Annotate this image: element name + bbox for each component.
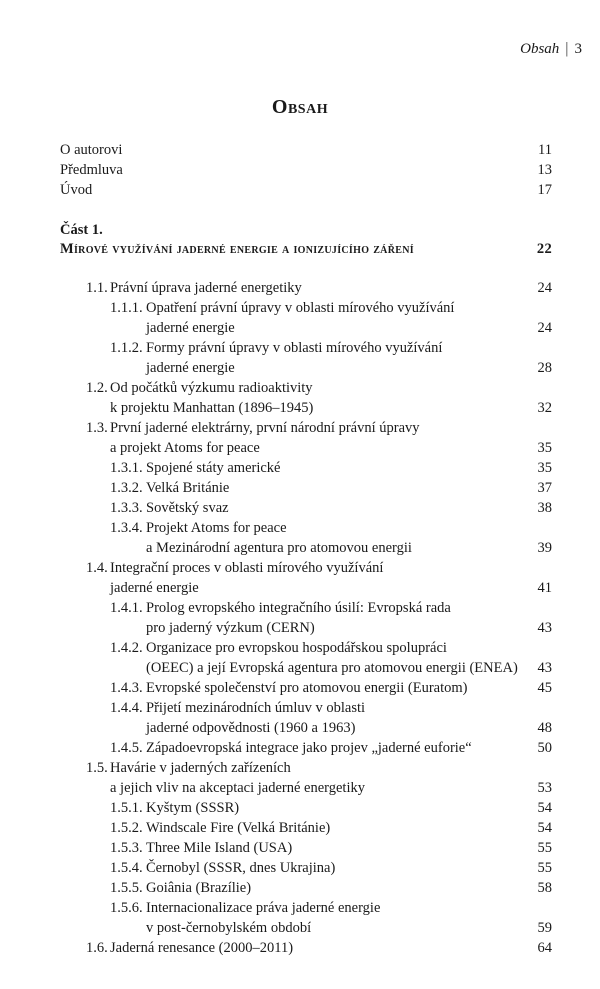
toc-entry-page: 11 xyxy=(538,142,552,158)
toc-entry-title: Západoevropská integrace jako projev „jaderné euforie“ xyxy=(146,740,472,756)
page-number: 3 xyxy=(574,41,582,57)
toc-entry-title: Prolog evropského integračního úsilí: Evropská rada xyxy=(146,600,451,616)
toc-entry-title: Část 1. xyxy=(60,222,103,238)
toc-entry-title: Projekt Atoms for peace xyxy=(146,520,287,536)
toc-entry-title: Černobyl (SSSR, dnes Ukrajina) xyxy=(146,860,336,876)
toc-entry-title: Windscale Fire (Velká Británie) xyxy=(146,820,331,836)
toc-entry-title: Integrační proces v oblasti mírového využívání xyxy=(110,560,384,576)
toc-entry-number: 1.5.6. xyxy=(110,900,143,916)
toc-entry-number: 1.4.3. xyxy=(110,680,143,696)
toc-entry-number: 1.4.4. xyxy=(110,700,143,716)
toc-entry-title: Spojené státy americké xyxy=(146,460,281,476)
toc-entry-title: Formy právní úpravy v oblasti mírového využívání xyxy=(146,340,443,356)
toc-entry-number: 1.5. xyxy=(86,760,108,776)
toc-entry-title: Three Mile Island (USA) xyxy=(146,840,293,856)
toc-entry-title: jaderné odpovědnosti (1960 a 1963) xyxy=(146,720,356,736)
toc-entry-page: 55 xyxy=(537,860,552,876)
toc-entry-page: 59 xyxy=(537,920,552,936)
toc-entry-page: 55 xyxy=(537,840,552,856)
toc-entry-page: 39 xyxy=(537,540,552,556)
toc-entry-title: a projekt Atoms for peace xyxy=(110,440,260,456)
toc-entry-page: 41 xyxy=(537,580,552,596)
toc-entry-title: a Mezinárodní agentura pro atomovou energii xyxy=(146,540,412,556)
toc-entry-page: 38 xyxy=(537,500,552,516)
toc-entry-number: 1.4. xyxy=(86,560,108,576)
toc-entry-number: 1.3.4. xyxy=(110,520,143,536)
toc-entry-title: Havárie v jaderných zařízeních xyxy=(110,760,291,776)
toc-entry-title: Úvod xyxy=(60,182,93,198)
toc-entry-page: 45 xyxy=(537,680,552,696)
running-header xyxy=(520,40,582,58)
toc-entry-number: 1.5.2. xyxy=(110,820,143,836)
toc-entry-title: Internacionalizace práva jaderné energie xyxy=(146,900,381,916)
toc-entry-page: 37 xyxy=(537,480,552,496)
toc-entry-number: 1.6. xyxy=(86,940,108,956)
toc-entry-title: O autorovi xyxy=(60,142,123,158)
toc-entry-title: (OEEC) a její Evropská agentura pro atomovou energii (ENEA) xyxy=(146,660,518,676)
toc-entry-number: 1.3.2. xyxy=(110,480,143,496)
toc-entry-title: Opatření právní úpravy v oblasti mírového využívání xyxy=(146,300,455,316)
toc-entry-number: 1.5.5. xyxy=(110,880,143,896)
running-title: Obsah xyxy=(520,41,560,57)
toc-entry-page: 48 xyxy=(537,720,552,736)
toc-entry-title: v post-černobylském období xyxy=(146,920,312,936)
header-separator: | xyxy=(565,40,569,57)
toc-entry-title: Právní úprava jaderné energetiky xyxy=(110,280,302,296)
toc-entry-page: 43 xyxy=(537,660,552,676)
toc-entry-page: 17 xyxy=(537,182,552,198)
toc-entry-title: Mírové využívání jaderné energie a ionizujícího záření xyxy=(60,241,414,257)
toc-entry-page: 54 xyxy=(537,800,552,816)
toc-entry-page: 32 xyxy=(537,400,552,416)
toc-entry-number: 1.1. xyxy=(86,280,108,296)
toc-entry-title: Předmluva xyxy=(60,162,123,178)
toc-entry-number: 1.4.1. xyxy=(110,600,143,616)
toc-entry-number: 1.5.3. xyxy=(110,840,143,856)
toc-entry-number: 1.3. xyxy=(86,420,108,436)
toc-entry-number: 1.4.2. xyxy=(110,640,143,656)
toc-entry-number: 1.5.1. xyxy=(110,800,143,816)
toc-entry-page: 13 xyxy=(537,162,552,178)
toc-entry-title: jaderné energie xyxy=(146,360,235,376)
page-title: Obsah xyxy=(271,96,329,118)
toc-entry-title: Jaderná renesance (2000–2011) xyxy=(110,940,294,956)
toc-entry-title: Sovětský svaz xyxy=(146,500,229,516)
toc-entry-title: k projektu Manhattan (1896–1945) xyxy=(110,400,314,416)
toc-entry-number: 1.1.1. xyxy=(110,300,143,316)
toc-entry-title: jaderné energie xyxy=(146,320,235,336)
toc-entry-number: 1.4.5. xyxy=(110,740,143,756)
toc-entry-title: jaderné energie xyxy=(110,580,199,596)
toc-entry-page: 24 xyxy=(537,320,552,336)
toc-entry-number: 1.1.2. xyxy=(110,340,143,356)
toc-entry-page: 50 xyxy=(537,740,552,756)
toc-entry-page: 53 xyxy=(537,780,552,796)
toc-entry-page: 24 xyxy=(537,280,552,296)
toc-entry-title: Kyštym (SSSR) xyxy=(146,800,240,816)
toc-entry-page: 64 xyxy=(537,940,552,956)
toc-entry-title: Evropské společenství pro atomovou energii (Euratom) xyxy=(146,680,468,696)
toc-entry-number: 1.3.1. xyxy=(110,460,143,476)
toc-entry-number: 1.5.4. xyxy=(110,860,143,876)
toc-entry-page: 28 xyxy=(537,360,552,376)
toc-entry-title: Velká Británie xyxy=(146,480,230,496)
toc-entry-title: Goiânia (Brazílie) xyxy=(146,880,252,896)
toc-entry-number: 1.2. xyxy=(86,380,108,396)
toc-entry-title: a jejich vliv na akceptaci jaderné energetiky xyxy=(110,780,365,796)
toc-entry-page: 58 xyxy=(537,880,552,896)
toc-entry-page: 43 xyxy=(537,620,552,636)
toc-entry-title: Organizace pro evropskou hospodářskou spolupráci xyxy=(146,640,447,656)
toc-entry-page: 35 xyxy=(537,440,552,456)
toc-entry-title: Od počátků výzkumu radioaktivity xyxy=(110,380,313,396)
toc-entry-title: Přijetí mezinárodních úmluv v oblasti xyxy=(146,700,366,716)
toc-entry-title: pro jaderný výzkum (CERN) xyxy=(146,620,315,636)
toc-entry-number: 1.3.3. xyxy=(110,500,143,516)
toc-entry-page: 22 xyxy=(536,241,552,257)
toc-entry-page: 35 xyxy=(537,460,552,476)
toc-entry-page: 54 xyxy=(537,820,552,836)
toc-entry-title: První jaderné elektrárny, první národní právní úpravy xyxy=(110,420,420,436)
